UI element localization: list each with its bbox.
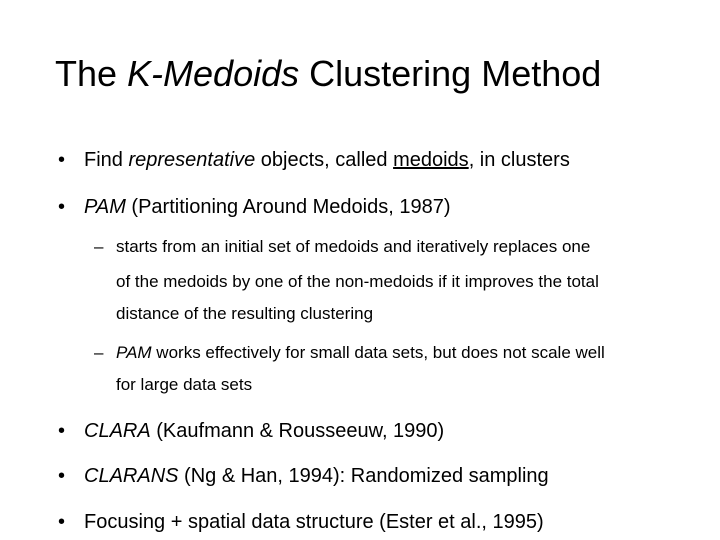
b1-mid: objects, called (255, 149, 394, 171)
b2-post: (Partitioning Around Medoids, 1987) (125, 196, 451, 218)
sub-bullet-starts-line1 (94, 236, 590, 258)
b1-post: , in clusters (468, 149, 570, 171)
bullet-dot-icon: • (58, 149, 66, 171)
bullet-clara (58, 418, 444, 444)
sub-bullet-starts-line2: of the medoids by one of the non-medoids if it improves the total (116, 272, 599, 291)
b3-post: (Kaufmann & Rousseeuw, 1990) (150, 420, 445, 442)
b2-italic: PAM (84, 196, 126, 218)
title-italic: K-Medoids (127, 53, 300, 94)
b4-post: (Ng & Han, 1994): Randomized sampling (178, 465, 549, 487)
sub-bullet-pam-line2: for large data sets (116, 375, 253, 394)
dash-icon: – (94, 237, 104, 256)
b1-pre: Find (84, 149, 129, 171)
bullet-dot-icon: • (58, 420, 66, 442)
b5-text: Focusing + spatial data structure (Ester et al., 1995) (84, 511, 544, 533)
sub-bullet-pam-line1 (94, 342, 605, 364)
s2-italic: PAM (116, 343, 152, 362)
bullet-clarans (58, 463, 549, 489)
title-pre: The (55, 53, 128, 94)
bullet-dot-icon: • (58, 196, 66, 218)
slide-title (55, 50, 601, 98)
s1-line1: starts from an initial set of medoids and iteratively replaces one (116, 237, 591, 256)
bullet-focusing (58, 509, 544, 535)
bullet-dot-icon: • (58, 465, 66, 487)
bullet-dot-icon: • (58, 511, 66, 533)
b1-underline: medoids (393, 149, 469, 171)
bullet-find-representative (58, 147, 570, 173)
b4-italic: CLARANS (84, 465, 179, 487)
s2-line1-post: works effectively for small data sets, but does not scale well (151, 343, 605, 362)
bullet-pam (58, 194, 451, 220)
b3-italic: CLARA (84, 420, 151, 442)
sub-bullet-starts-line3: distance of the resulting clustering (116, 304, 374, 323)
title-post: Clustering Method (299, 53, 602, 94)
b1-italic: representative (128, 149, 256, 171)
dash-icon: – (94, 343, 104, 362)
